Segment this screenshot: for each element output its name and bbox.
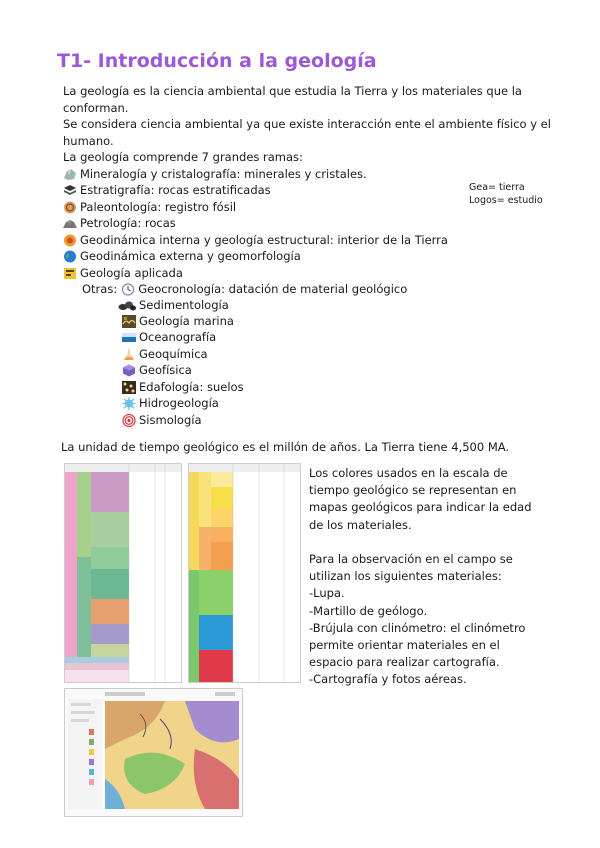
otras-text: Geofísica	[139, 363, 192, 377]
chemistry-icon	[122, 348, 136, 361]
otras-item	[122, 412, 202, 428]
branch-item	[63, 248, 301, 264]
otras-item	[122, 379, 244, 395]
right-line: Para la observación en el campo se	[309, 552, 513, 566]
right-line: -Lupa.	[309, 586, 345, 601]
globe-icon	[63, 250, 77, 263]
water-icon	[122, 397, 136, 410]
note-line: Gea= tierra	[469, 182, 525, 193]
intro-line: conforman.	[63, 100, 129, 115]
branch-item	[63, 215, 176, 231]
soil-icon	[122, 381, 136, 394]
note-line: Logos= estudio	[469, 195, 543, 206]
ocean-icon	[122, 331, 136, 344]
otras-text: Sismología	[139, 413, 202, 427]
sediment-icon	[118, 299, 136, 312]
time-scale-table-left	[64, 463, 182, 683]
branch-text: Petrología: rocas	[80, 216, 176, 230]
branch-item	[63, 265, 183, 281]
otras-text: Geoquímica	[139, 347, 208, 361]
right-line: -Cartografía y fotos aéreas.	[309, 672, 467, 687]
fossil-icon	[63, 201, 77, 214]
right-line	[309, 534, 532, 551]
branch-item	[63, 199, 236, 215]
otras-item	[122, 346, 208, 362]
intro-line: La geología es la ciencia ambiental que estudia la Tierra y los materiales que la	[63, 84, 522, 98]
otras-label: Otras:	[82, 282, 118, 296]
right-line: mapas geológicos para indicar la edad	[309, 500, 532, 515]
branch-item	[63, 232, 448, 248]
right-line: utilizan los siguientes materiales:	[309, 569, 502, 584]
otras-item	[122, 362, 192, 378]
strata-icon	[63, 184, 77, 197]
physics-icon	[122, 364, 136, 377]
otras-text: Hidrogeología	[139, 396, 219, 410]
branch-text: Geodinámica interna y geología estructural: interior de la Tierra	[80, 233, 448, 247]
applied-icon	[63, 267, 77, 280]
otras-item	[118, 297, 229, 313]
seismic-icon	[122, 414, 136, 427]
right-line: Los colores usados en la escala de	[309, 466, 508, 480]
branch-text: Geodinámica externa y geomorfología	[80, 249, 301, 263]
branch-text: Geología aplicada	[80, 266, 183, 280]
otras-first: Geocronología: datación de material geológico	[138, 282, 408, 296]
time-unit-text: La unidad de tiempo geológico es el millón de años. La Tierra tiene 4,500 MA.	[61, 440, 510, 454]
right-line: permite orientar materiales en el	[309, 638, 500, 653]
otras-text: Geología marina	[139, 314, 234, 328]
earth-interior-icon	[63, 234, 77, 247]
right-line: -Martillo de geólogo.	[309, 603, 428, 618]
intro-line: humano.	[63, 133, 114, 148]
right-line: -Brújula con clinómetro: el clinómetro	[309, 620, 526, 635]
intro-line: Se considera ciencia ambiental ya que existe interacción ente el ambiente físico y el	[63, 117, 551, 131]
geological-map-image	[64, 688, 243, 817]
otras-item	[122, 329, 216, 345]
right-line: tiempo geológico se representan en	[309, 483, 517, 498]
otras-text: Oceanografía	[139, 330, 217, 344]
otras-item	[122, 313, 234, 329]
intro-paragraph	[63, 83, 551, 166]
branch-text: Mineralogía y cristalografía: minerales y cristales.	[80, 167, 367, 181]
field-materials-text	[309, 465, 532, 689]
otras-text: Edafología: suelos	[139, 380, 244, 394]
branch-item	[63, 166, 367, 182]
right-line: espacio para realizar cartografía.	[309, 655, 500, 670]
right-line: de los materiales.	[309, 517, 412, 532]
branch-item	[63, 182, 271, 198]
otras-text: Sedimentología	[139, 298, 229, 312]
rock-icon	[63, 217, 77, 230]
page-title: T1- Introducción a la geología	[57, 50, 377, 72]
branch-text: Estratigrafía: rocas estratificadas	[80, 183, 271, 197]
time-scale-table-right	[188, 463, 301, 683]
intro-line: La geología comprende 7 grandes ramas:	[63, 150, 303, 164]
mineral-icon	[63, 168, 77, 181]
marine-icon	[122, 315, 136, 328]
otras-item	[122, 395, 219, 411]
etymology-note	[469, 181, 543, 207]
otras-line	[82, 281, 407, 297]
branch-text: Paleontología: registro fósil	[80, 200, 237, 214]
clock-icon	[121, 283, 135, 296]
